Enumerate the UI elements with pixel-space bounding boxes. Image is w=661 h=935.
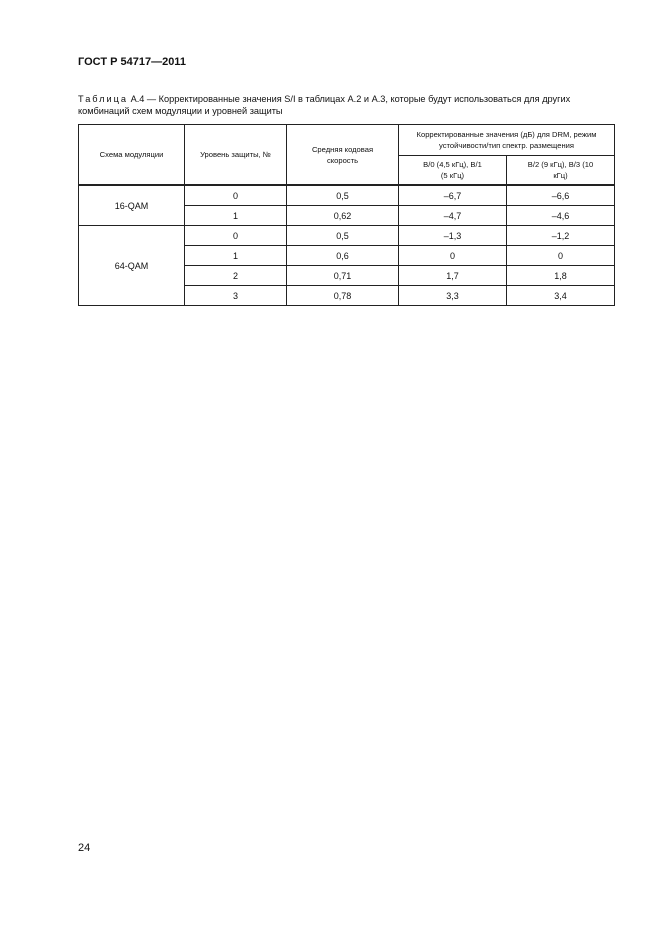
cell-rate: 0,71 (287, 266, 399, 286)
table-row (79, 226, 615, 246)
cell-level: 1 (185, 206, 287, 226)
header-group: Корректированные значения (дБ) для DRM, режим устойчивости/тип спектр. размещения (399, 125, 615, 156)
table-row (79, 185, 615, 206)
cell-scheme: 16-QAM (79, 185, 185, 226)
cell-rate: 0,5 (287, 226, 399, 246)
cell-rate: 0,78 (287, 286, 399, 306)
page-number: 24 (78, 842, 91, 854)
cell-b0: 0 (399, 246, 507, 266)
cell-b0: 3,3 (399, 286, 507, 306)
cell-rate: 0,5 (287, 185, 399, 206)
header-rate: Средняя кодовая скорость (287, 125, 399, 186)
cell-level: 3 (185, 286, 287, 306)
cell-b0: 1,7 (399, 266, 507, 286)
correction-table (78, 124, 615, 306)
cell-b2: 0 (507, 246, 615, 266)
cell-b2: –6,6 (507, 185, 615, 206)
cell-level: 1 (185, 246, 287, 266)
caption-prefix: Таблица (78, 94, 129, 104)
header-scheme: Схема модуляции (79, 125, 185, 186)
cell-b2: 3,4 (507, 286, 615, 306)
table-caption (78, 93, 618, 117)
caption-text: А.4 — Корректированные значения S/I в таблицах А.2 и А.3, которые будут использоваться для других комбинаций схем модуляции и уровней защиты (78, 94, 571, 116)
cell-b2: –4,6 (507, 206, 615, 226)
document-header: ГОСТ Р 54717—2011 (78, 56, 186, 68)
cell-b0: –4,7 (399, 206, 507, 226)
header-b2: B/2 (9 кГц), B/3 (10 кГц) (507, 156, 615, 186)
cell-scheme: 64-QAM (79, 226, 185, 306)
cell-b2: 1,8 (507, 266, 615, 286)
cell-b2: –1,2 (507, 226, 615, 246)
header-b0: B/0 (4,5 кГц), B/1 (5 кГц) (399, 156, 507, 186)
cell-level: 2 (185, 266, 287, 286)
header-level: Уровень защиты, № (185, 125, 287, 186)
cell-level: 0 (185, 185, 287, 206)
cell-b0: –6,7 (399, 185, 507, 206)
cell-level: 0 (185, 226, 287, 246)
cell-rate: 0,6 (287, 246, 399, 266)
cell-b0: –1,3 (399, 226, 507, 246)
cell-rate: 0,62 (287, 206, 399, 226)
